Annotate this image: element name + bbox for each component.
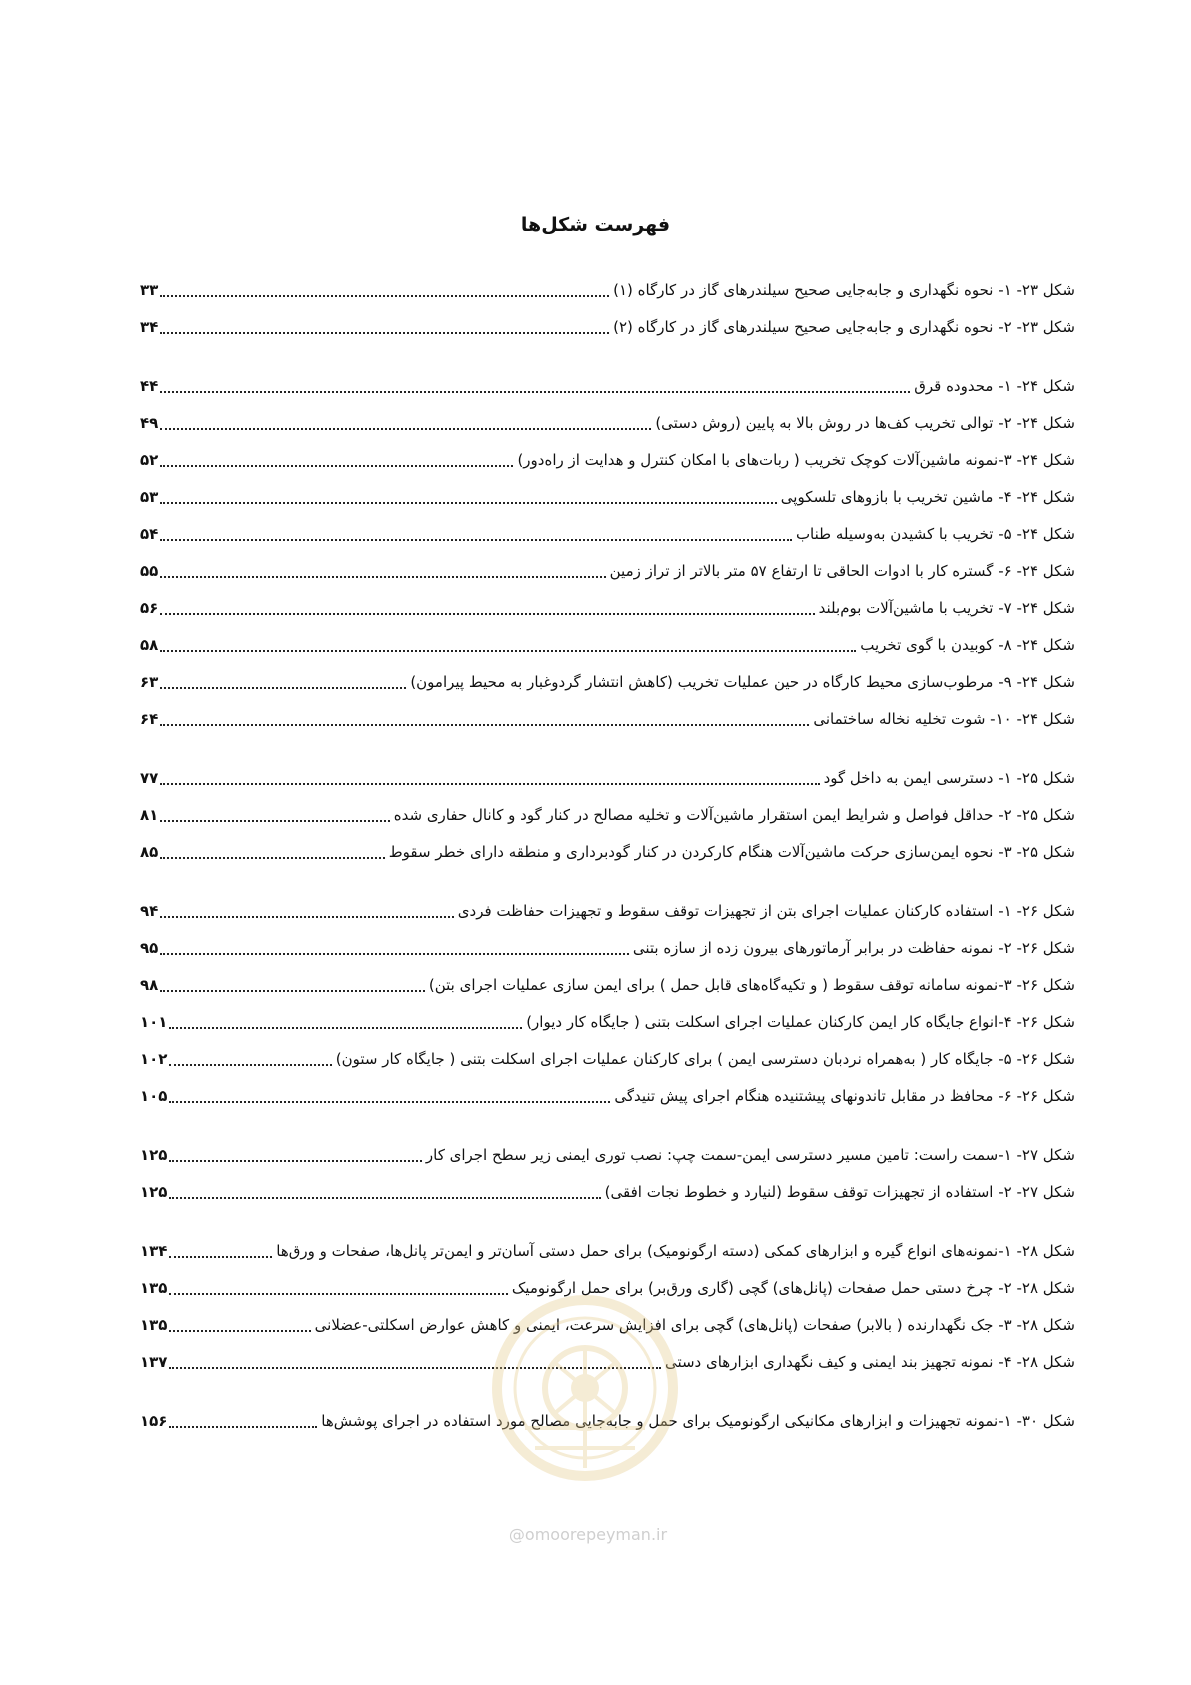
dot-leader — [169, 1063, 331, 1066]
dot-leader — [169, 1026, 522, 1029]
toc-entry-label: شکل ۲۴- ۱- محدوده قرق — [914, 377, 1075, 395]
toc-entry[interactable] — [140, 479, 1075, 516]
toc-entry-label: شکل ۲۴- ۲- توالی تخریب کف‌ها در روش بالا به پایین (روش دستی) — [655, 414, 1075, 432]
toc-page-number: ۸۱ — [140, 806, 159, 824]
dot-leader — [160, 856, 384, 859]
dot-leader — [169, 1100, 610, 1103]
toc-entry[interactable] — [140, 405, 1075, 442]
toc-entry[interactable] — [140, 797, 1075, 834]
dot-leader — [160, 538, 792, 541]
toc-entry-label: شکل ۲۷- ۱-سمت راست: تامین مسیر دسترسی ایمن-سمت چپ: نصب توری ایمنی زیر سطح اجرای کار — [425, 1146, 1075, 1164]
toc-entry-label: شکل ۲۴- ۶- گستره کار با ادوات الحاقی تا ارتفاع ۵۷ متر بالاتر از تراز زمین — [609, 562, 1075, 580]
toc-page-number: ۵۴ — [140, 525, 159, 543]
dot-leader — [160, 331, 609, 334]
toc-page-number: ۱۵۶ — [140, 1412, 168, 1430]
dot-leader — [160, 501, 776, 504]
toc-page-number: ۸۵ — [140, 843, 159, 861]
dot-leader — [169, 1425, 317, 1428]
toc-page-number: ۹۴ — [140, 902, 159, 920]
toc-entry-label: شکل ۲۸- ۳- جک نگهدارنده ( بالابر) صفحات (پانل‌های) گچی برای افزایش سرعت، ایمنی و کاهش عوارض اسکلتی-عضلانی — [314, 1316, 1075, 1334]
toc-entry[interactable] — [140, 701, 1075, 738]
dot-leader — [160, 649, 856, 652]
toc-entry-label: شکل ۲۸- ۱-نمونه‌های انواع گیره و ابزارهای کمکی (دسته ارگونومیک) برای حمل دستی آسان‌تر و ایمن‌تر پانل‌ها، صفحات و ورق‌ها — [276, 1242, 1075, 1260]
dot-leader — [160, 464, 513, 467]
toc-page-number: ۵۲ — [140, 451, 159, 469]
toc-page-number: ۴۴ — [140, 377, 159, 395]
toc-entry[interactable] — [140, 1004, 1075, 1041]
dot-leader — [169, 1292, 507, 1295]
toc-page-number: ۵۸ — [140, 636, 159, 654]
toc-entry[interactable] — [140, 272, 1075, 309]
toc-page-number: ۱۰۱ — [140, 1013, 168, 1031]
toc-page-number: ۱۳۵ — [140, 1279, 168, 1297]
dot-leader — [160, 952, 629, 955]
toc-entry[interactable] — [140, 1137, 1075, 1174]
toc-page-number: ۱۰۲ — [140, 1050, 168, 1068]
toc-page-number: ۳۴ — [140, 318, 159, 336]
toc-entry[interactable] — [140, 967, 1075, 1004]
toc-page-number: ۱۲۵ — [140, 1146, 168, 1164]
toc-page-number: ۶۴ — [140, 710, 159, 728]
dot-leader — [169, 1255, 272, 1258]
toc-page-number: ۶۳ — [140, 673, 159, 691]
toc-entry[interactable] — [140, 664, 1075, 701]
toc-entry-label: شکل ۲۴- ۳-نمونه ماشین‌آلات کوچک تخریب ( ربات‌های با امکان کنترل و هدایت از راه‌دور) — [517, 451, 1075, 469]
toc-entry-label: شکل ۲۴- ۷- تخریب با ماشین‌آلات بوم‌بلند — [818, 599, 1075, 617]
page-title: فهرست شکل‌ها — [520, 214, 671, 236]
dot-leader — [160, 294, 609, 297]
toc-entry[interactable] — [140, 590, 1075, 627]
toc-entry-label: شکل ۲۴- ۸- کوبیدن با گوی تخریب — [860, 636, 1075, 654]
toc-entry-label: شکل ۲۵- ۲- حداقل فواصل و شرایط ایمن استقرار ماشین‌آلات و تخلیه مصالح در کنار گود و کانال حفاری شده — [393, 806, 1075, 824]
toc-entry-label: شکل ۲۴- ۵- تخریب با کشیدن به‌وسیله طناب — [795, 525, 1075, 543]
toc-entry[interactable] — [140, 368, 1075, 405]
toc-entry[interactable] — [140, 309, 1075, 346]
toc-entry[interactable] — [140, 760, 1075, 797]
toc-entry[interactable] — [140, 627, 1075, 664]
dot-leader — [169, 1159, 421, 1162]
toc-page-number: ۷۷ — [140, 769, 159, 787]
toc-page-number: ۱۳۵ — [140, 1316, 168, 1334]
toc-page-number: ۴۹ — [140, 414, 159, 432]
toc-entry-label: شکل ۲۶- ۵- جایگاه کار ( به‌همراه نردبان دسترسی ایمن ) برای کارکنان عملیات اجرای اسکلت بتنی ( جایگاه کار ستون) — [335, 1050, 1075, 1068]
dot-leader — [160, 723, 809, 726]
toc-page-number: ۹۵ — [140, 939, 159, 957]
toc-entry[interactable] — [140, 930, 1075, 967]
toc-entry[interactable] — [140, 893, 1075, 930]
toc-page-number: ۱۳۴ — [140, 1242, 168, 1260]
toc-group — [140, 1137, 1075, 1211]
toc-page-number: ۱۰۵ — [140, 1087, 168, 1105]
toc-page-number: ۱۳۷ — [140, 1353, 168, 1371]
dot-leader — [160, 989, 425, 992]
dot-leader — [160, 915, 453, 918]
toc-group — [140, 272, 1075, 346]
toc-entry[interactable] — [140, 1174, 1075, 1211]
toc-entry[interactable] — [140, 834, 1075, 871]
toc-page-number: ۵۶ — [140, 599, 159, 617]
toc-entry-label: شکل ۲۶- ۲- نمونه حفاظت در برابر آرماتورهای بیرون زده از سازه بتنی — [632, 939, 1075, 957]
dot-leader — [160, 612, 814, 615]
toc-page-number: ۵۵ — [140, 562, 159, 580]
toc-entry[interactable] — [140, 442, 1075, 479]
toc-entry[interactable] — [140, 553, 1075, 590]
toc-entry-label: شکل ۲۶- ۱- استفاده کارکنان عملیات اجرای بتن از تجهیزات توقف سقوط و تجهیزات حفاظت فردی — [457, 902, 1075, 920]
toc-entry-label: شکل ۲۴- ۱۰- شوت تخلیه نخاله ساختمانی — [813, 710, 1075, 728]
toc-entry[interactable] — [140, 1078, 1075, 1115]
watermark-text: @omoorepeyman.ir — [508, 1525, 668, 1544]
toc-entry-label: شکل ۲۳- ۲- نحوه نگهداری و جابه‌جایی صحیح سیلندرهای گاز در کارگاه (۲) — [613, 318, 1075, 336]
toc-entry-label: شکل ۲۸- ۴- نمونه تجهیز بند ایمنی و کیف نگهداری ابزارهای دستی — [664, 1353, 1075, 1371]
toc-page-number: ۵۳ — [140, 488, 159, 506]
toc-page-number: ۳۳ — [140, 281, 159, 299]
toc-page-number: ۱۲۵ — [140, 1183, 168, 1201]
dot-leader — [169, 1196, 600, 1199]
toc-entry-label: شکل ۲۴- ۴- ماشین تخریب با بازوهای تلسکوپی — [780, 488, 1075, 506]
toc-entry[interactable] — [140, 1041, 1075, 1078]
toc-entry-label: شکل ۲۸- ۲- چرخ دستی حمل صفحات (پانل‌های) گچی (گاری ورق‌بر) برای حمل ارگونومیک — [511, 1279, 1075, 1297]
toc-entry-label: شکل ۲۴- ۹- مرطوب‌سازی محیط کارگاه در حین عملیات تخریب (کاهش انتشار گردوغبار به محیط پیرامون) — [410, 673, 1075, 691]
toc-entry[interactable] — [140, 516, 1075, 553]
toc-group — [140, 368, 1075, 738]
dot-leader — [160, 686, 406, 689]
dot-leader — [160, 782, 819, 785]
toc-entry-label: شکل ۲۵- ۱- دسترسی ایمن به داخل گود — [823, 769, 1075, 787]
dot-leader — [160, 390, 910, 393]
dot-leader — [160, 575, 605, 578]
toc-entry-label: شکل ۲۶- ۶- محافظ در مقابل تاندونهای پیشتنیده هنگام اجرای پیش تنیدگی — [614, 1087, 1075, 1105]
toc-entry-label: شکل ۲۷- ۲- استفاده از تجهیزات توقف سقوط (لنیارد و خطوط نجات افقی) — [604, 1183, 1075, 1201]
dot-leader — [160, 427, 651, 430]
toc-entry-label: شکل ۲۵- ۳- نحوه ایمن‌سازی حرکت ماشین‌آلات هنگام کارکردن در کنار گودبرداری و منطقه دارای خطر سقوط — [388, 843, 1075, 861]
toc-entry-label: شکل ۲۶- ۳-نمونه سامانه توقف سقوط ( و تکیه‌گاه‌های قابل حمل ) برای ایمن سازی عملیات اجرای بتن) — [428, 976, 1075, 994]
toc-entry[interactable] — [140, 1233, 1075, 1270]
toc-entry-label: شکل ۳۰- ۱-نمونه تجهیزات و ابزارهای مکانیکی ارگونومیک برای حمل و جابه‌جایی مصالح مورد استفاده در اجرای پوشش‌ها — [321, 1412, 1075, 1430]
dot-leader — [169, 1329, 310, 1332]
toc-entry-label: شکل ۲۳- ۱- نحوه نگهداری و جابه‌جایی صحیح سیلندرهای گاز در کارگاه (۱) — [613, 281, 1075, 299]
toc-page-number: ۹۸ — [140, 976, 159, 994]
toc-entry-label: شکل ۲۶- ۴-انواع جایگاه کار ایمن کارکنان عملیات اجرای اسکلت بتنی ( جایگاه کار دیوار) — [526, 1013, 1075, 1031]
dot-leader — [160, 819, 389, 822]
toc-group — [140, 760, 1075, 871]
toc-group — [140, 893, 1075, 1115]
watermark-seal — [485, 1268, 685, 1508]
